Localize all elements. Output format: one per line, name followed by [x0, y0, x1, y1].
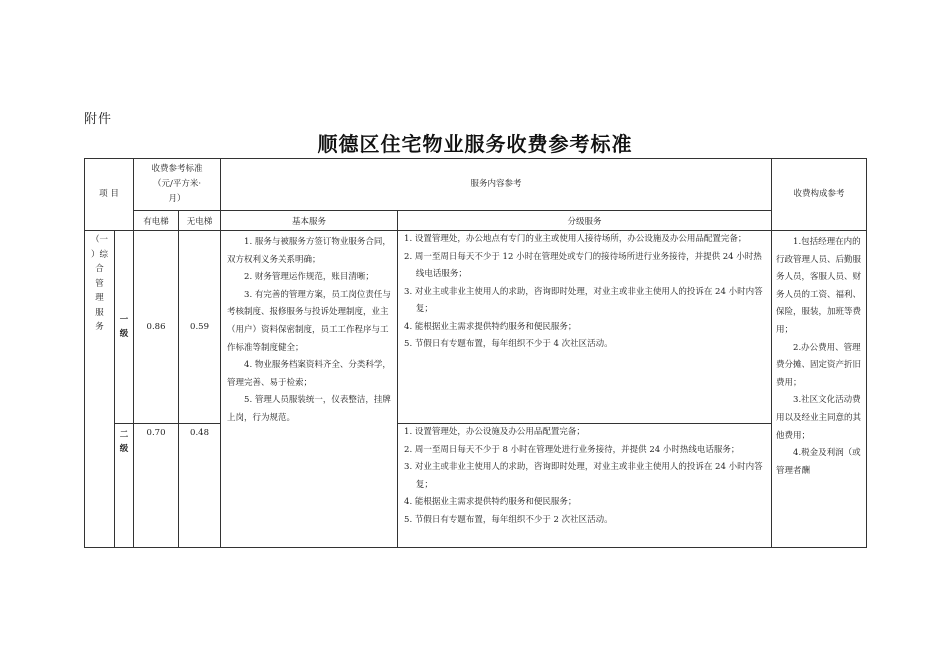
header-cost-reference: 收费构成参考 — [772, 159, 867, 231]
header-fee-standard-line: （元/平方米· — [152, 179, 202, 189]
basic-service-item: 3. 有完善的管理方案，员工岗位责任与考核制度、报修服务与投诉处理制度，业主（用户）资料保密制度，员工工作程序与工作标准等制度健全； — [227, 289, 391, 353]
category-label-line: 服 — [95, 307, 104, 318]
fee-standard-table — [84, 158, 867, 548]
price-with-elevator: 0.86 — [134, 231, 179, 424]
header-item: 项 目 — [85, 159, 134, 231]
header-basic-service: 基本服务 — [221, 211, 398, 231]
graded-service-cell — [398, 424, 772, 548]
cost-reference-cell — [772, 231, 867, 548]
header-fee-standard — [134, 159, 221, 211]
header-fee-standard-line: 月） — [168, 194, 186, 204]
level-label — [115, 231, 134, 424]
graded-service-item: 2. 周一至周日每天不少于 12 小时在管理处或专门的接待场所进行业务接待，并提供 24 小时热线电话服务； — [404, 251, 762, 279]
graded-service-item: 3. 对业主或非业主使用人的求助，咨询即时处理，对业主或非业主使用人的投诉在 24 小时内答复； — [404, 286, 763, 314]
basic-service-item: 1. 服务与被服务方签订物业服务合同，双方权利义务关系明确； — [227, 237, 391, 265]
graded-service-item: 5. 节假日有专题布置，每年组织不少于 2 次社区活动。 — [404, 514, 613, 525]
level-label-char: 级 — [119, 329, 129, 339]
category-label-line: （一 — [90, 235, 108, 245]
category-label-line: 务 — [95, 322, 104, 332]
graded-service-cell — [398, 231, 772, 424]
basic-service-item: 5. 管理人员服装统一，仪表整洁，挂牌上岗，行为规范。 — [227, 395, 391, 423]
graded-service-item: 2. 周一至周日每天不少于 8 小时在管理处进行业务接待，并提供 24 小时热线电话服务； — [404, 444, 740, 455]
header-fee-standard-line: 收费参考标准 — [151, 164, 203, 174]
header-without-elevator: 无电梯 — [179, 211, 221, 231]
category-label-line: ）综 — [90, 249, 108, 260]
table-row-level-2 — [85, 424, 867, 548]
category-label-line: 合 — [95, 264, 104, 274]
header-row-1 — [85, 159, 867, 211]
level-label-char: 一 — [119, 315, 129, 325]
price-with-elevator: 0.70 — [134, 424, 179, 548]
cost-reference-item: 4.税金及利润（或管理者酬 — [776, 448, 861, 476]
header-graded-service: 分级服务 — [398, 211, 772, 231]
graded-service-item: 4. 能根据业主需求提供特约服务和便民服务； — [404, 497, 577, 507]
graded-service-item: 5. 节假日有专题布置，每年组织不少于 4 次社区活动。 — [404, 339, 613, 349]
document-title: 顺德区住宅物业服务收费参考标准 — [317, 132, 633, 156]
category-label — [85, 231, 115, 548]
level-label-char: 级 — [119, 444, 129, 454]
header-service-content: 服务内容参考 — [221, 159, 772, 211]
category-label-line: 理 — [95, 293, 104, 303]
basic-service-item: 2. 财务管理运作规范，账目清晰； — [244, 272, 374, 283]
basic-service-item: 4. 物业服务档案资料齐全、分类科学，管理完善、易于检索； — [227, 360, 391, 388]
header-row-2 — [85, 211, 867, 231]
attachment-label: 附件 — [84, 112, 113, 127]
graded-service-item: 1. 设置管理处，办公设施及办公用品配置完备； — [404, 427, 585, 437]
cost-reference-item: 3.社区文化活动费用以及经业主同意的其他费用； — [776, 395, 862, 441]
basic-service-cell — [221, 231, 398, 548]
cost-reference-item: 1.包括经理在内的行政管理人员、后勤服务人员，客服人员、财务人员的工资、福利、保险，服装，加班等费用； — [776, 237, 862, 335]
level-label — [115, 424, 134, 548]
category-label-line: 管 — [95, 278, 104, 289]
header-with-elevator: 有电梯 — [134, 211, 179, 231]
graded-service-item: 1. 设置管理处，办公地点有专门的业主或使用人接待场所，办公设施及办公用品配置完备； — [404, 234, 747, 244]
level-label-char: 二 — [119, 430, 129, 440]
price-without-elevator: 0.59 — [179, 231, 221, 424]
graded-service-item: 3. 对业主或非业主使用人的求助，咨询即时处理，对业主或非业主使用人的投诉在 24 小时内答复； — [404, 462, 763, 490]
price-without-elevator: 0.48 — [179, 424, 221, 548]
graded-service-item: 4. 能根据业主需求提供特约服务和便民服务； — [404, 321, 577, 332]
cost-reference-item: 2.办公费用、管理费分摊、固定资产折旧费用； — [776, 342, 862, 388]
table-row-level-1 — [85, 231, 867, 424]
